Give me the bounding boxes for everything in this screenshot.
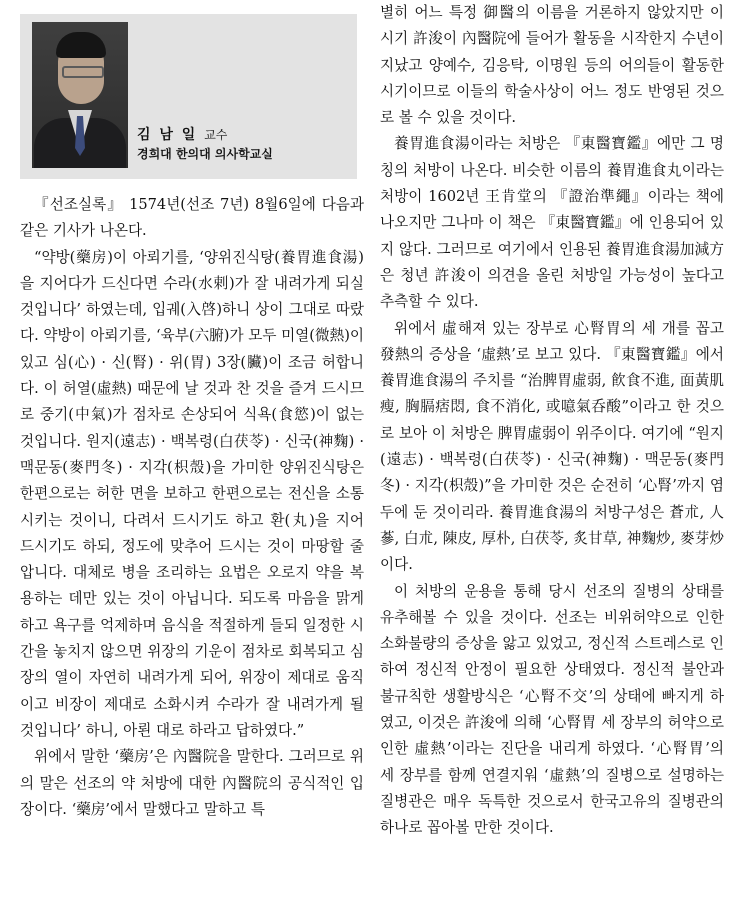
paragraph: 養胃進食湯이라는 처방은 『東醫寶鑑』에만 그 명칭의 처방이 나온다. 비슷한 이름의 養胃進食丸이라는 처방이 1602년 王肯堂의 『證治準繩』이라는 책에 나오지만 그나마 이 책은 『東醫寶鑑』에 인용되어 있지 않다. 그러므로 여기에서 인용된 養胃進食湯加減方은 청년 許浚이 의견을 올린 처방일 가능성이 높다고 추측할 수 있다.: [380, 135, 724, 311]
article-column-right: [380, 0, 724, 842]
paragraph: 『선조실록』 1574년(선조 7년) 8월6일에 다음과 같은 기사가 나온다.: [20, 196, 364, 240]
author-affiliation: 경희대 한의대 의사학교실: [137, 147, 273, 161]
author-name: [137, 124, 227, 144]
author-name-text: 김 남 일: [137, 127, 198, 143]
author-byline-box: [20, 14, 357, 179]
article-column-left: [20, 192, 364, 823]
paragraph: 위에서 말한 ‘藥房’은 內醫院을 말한다. 그러므로 위의 말은 선조의 약 처방에 대한 內醫院의 공식적인 입장이다. ‘藥房’에서 말했다고 말하고 특: [20, 748, 364, 818]
paragraph: 위에서 虛해져 있는 장부로 心腎胃의 세 개를 꼽고 發熱의 증상을 ‘虛熱’로 보고 있다. 『東醫寶鑑』에서 養胃進食湯의 주치를 “治脾胃虛弱, 飮食不進, 面黃肌瘦, 胸膈痞悶, 食不消化, 或噫氣呑酸”이라고 한 것으로 보아 이 처방은 脾胃虛弱이 위주이다. 여기에 “원지(遠志) · 백복령(白茯苓) · 신국(神麴) · 맥문동(麥門冬) · 지각(枳殼)”을 가미한 것은 순전히 ‘心腎’까지 염두에 둔 것이리라. 養胃進食湯의 처방구성은 蒼朮, 人蔘, 白朮, 陳皮, 厚朴, 白茯苓, 炙甘草, 神麴炒, 麥芽炒이다.: [380, 319, 724, 574]
paragraph: “약방(藥房)이 아뢰기를, ‘양위진식탕(養胃進食湯)을 지어다가 드신다면 수라(水剌)가 잘 내려가게 되실 것입니다’ 하였는데, 입궤(入啓)하니 상이 그대로 따랐다. 약방이 아뢰기를, ‘육부(六腑)가 모두 미열(微熱)이 있고 심(心) · 신(腎) · 위(胃) 3장(臟)이 조금 허합니다. 이 허열(虛熱) 때문에 날 것과 찬 것을 즐겨 드시므로 중기(中氣)가 점차로 손상되어 식욕(食慾)이 없는 것입니다. 원지(遠志) · 백복령(白茯苓) · 신국(神麴) · 맥문동(麥門冬) · 지각(枳殼)을 가미한 양위진식탕은 한편으로는 허한 면을 보하고 한편으로는 전신을 소통시키는 것이니, 다려서 드시기도 하고 환(丸)을 지어 드시기도 하되, 정도에 맞추어 드시는 것이 마땅할 줄 압니다. 대체로 병을 조리하는 요법은 오로지 약을 복용하는 데만 있는 것이 아닙니다. 되도록 마음을 맑게 하고 욕구를 억제하며 음식을 적절하게 들되 일정한 시간을 놓치지 않으면 위장의 기운이 점차로 회복되고 심장의 열이 자연히 내려가게 되어, 위장이 제대로 움직이고 비장이 제대로 소화시켜 수라가 잘 내려가게 될 것입니다’ 하니, 아뢴 대로 하라고 답하였다.”: [20, 248, 364, 739]
author-photo: [32, 22, 128, 168]
paragraph: 별히 어느 특정 御醫의 이름을 거론하지 않았지만 이 시기 許浚이 內醫院에 들어가 활동을 시작한지 수년이 지났고 양예수, 김응탁, 이명원 등의 어의들이 활동한 시기이므로 이들의 학술사상이 어느 정도 반영된 것으로 볼 수 있을 것이다.: [380, 4, 724, 127]
paragraph: 이 처방의 운용을 통해 당시 선조의 질병의 상태를 유추해볼 수 있을 것이다. 선조는 비위허약으로 인한 소화불량의 증상을 앓고 있었고, 정신적 스트레스로 인하여 정신적 안정이 필요한 상태였다. 정신적 불안과 불규칙한 생활방식은 ‘心腎不交’의 상태에 빠지게 하였고, 이것은 許浚에 의해 ‘心腎胃 세 장부의 허약으로 인한 虛熱’이라는 진단을 내리게 하였다. ‘心腎胃’의 세 장부를 함께 연결지워 ‘虛熱’의 질병으로 설명하는 질병관은 매우 독특한 것으로서 한국고유의 질병관의 하나로 꼽아볼 만한 것이다.: [380, 582, 724, 837]
author-title: 교수: [204, 128, 228, 142]
